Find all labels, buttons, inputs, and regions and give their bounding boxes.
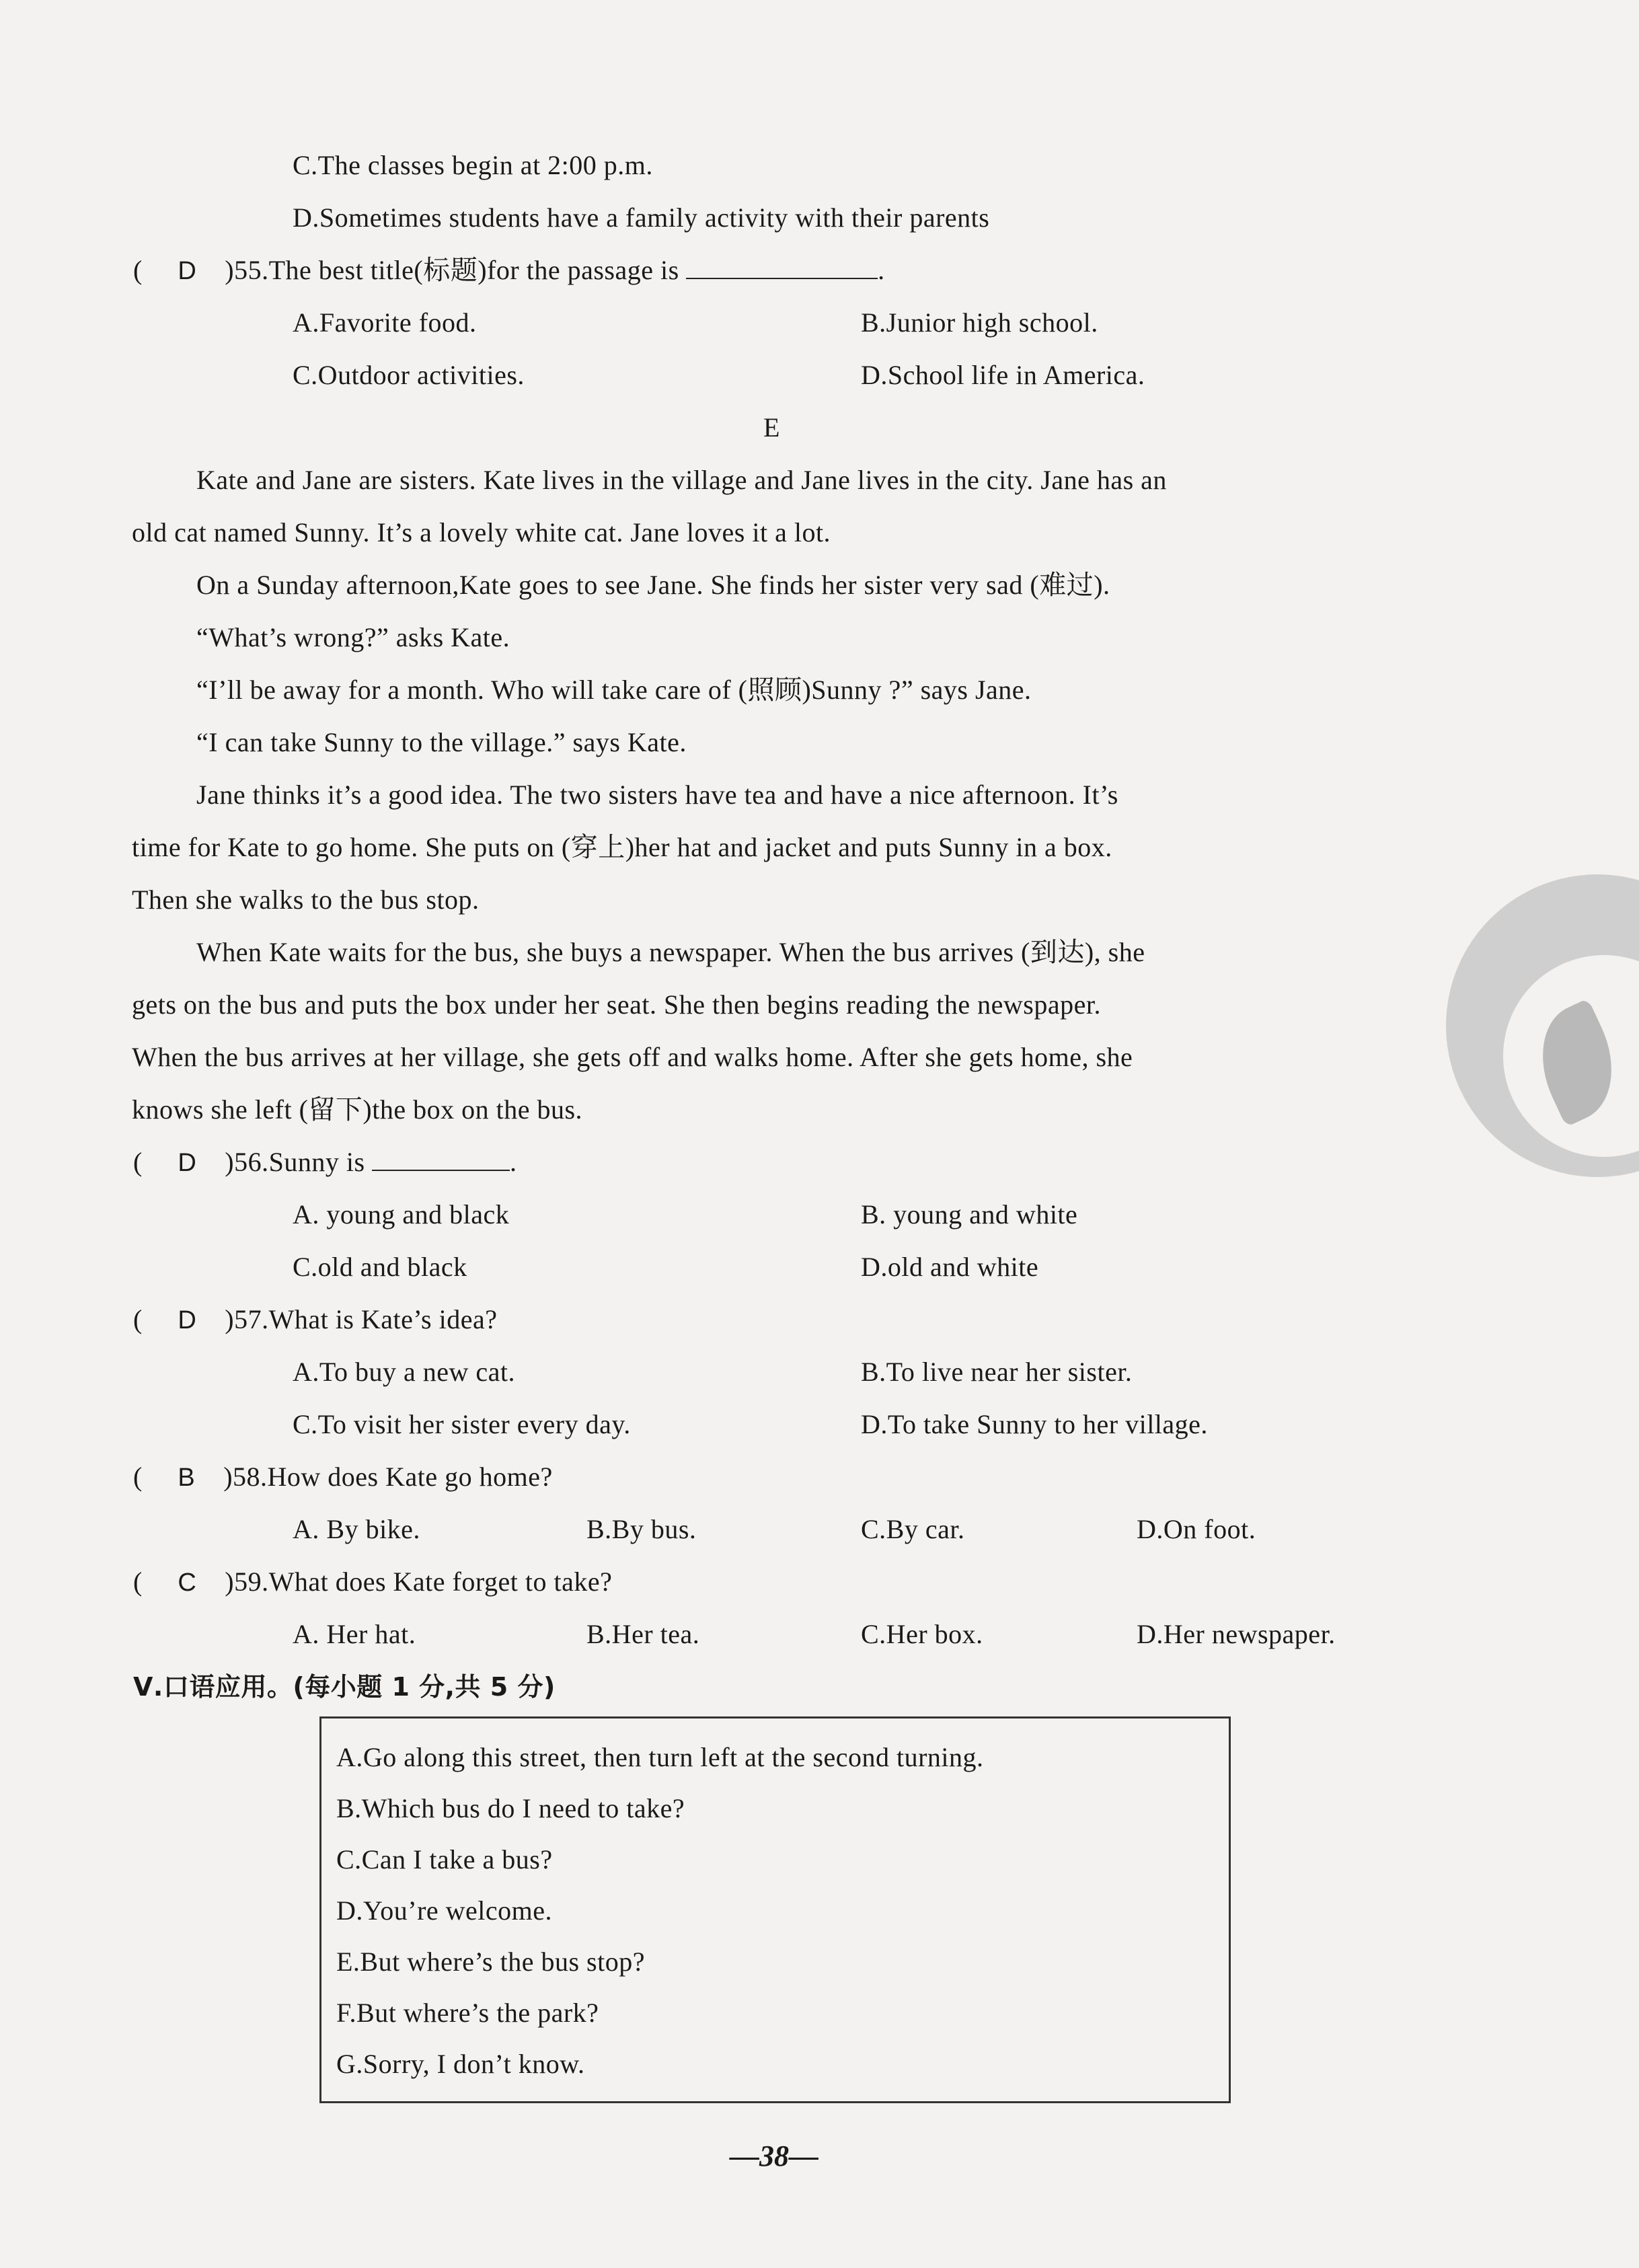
option-c: C.Outdoor activities. <box>293 360 525 390</box>
answer-blank[interactable] <box>686 255 878 279</box>
question-end: . <box>510 1147 517 1177</box>
option-d: D.old and white <box>861 1252 1039 1282</box>
passage-line: When Kate waits for the bus, she buys a newspaper. When the bus arrives (到达), she <box>196 937 1145 967</box>
paren-open: ( <box>133 1566 143 1597</box>
paren-open: ( <box>133 1462 143 1492</box>
question-text: )56.Sunny is <box>225 1147 365 1177</box>
question-55 <box>133 254 885 287</box>
dialogue-option: A.Go along this street, then turn left at the second turning. <box>336 1742 984 1772</box>
answer-mark: D <box>178 1149 197 1177</box>
option-b: B. young and white <box>861 1199 1078 1230</box>
section-heading: Ⅴ.口语应用。(每小题 1 分,共 5 分) <box>133 1672 556 1702</box>
question-57 <box>133 1303 497 1336</box>
paren-open: ( <box>133 1147 143 1177</box>
question-end: . <box>878 255 885 285</box>
option-d: D.School life in America. <box>861 360 1145 390</box>
question-text: )57.What is Kate’s idea? <box>225 1304 498 1334</box>
dialogue-option: C.Can I take a bus? <box>336 1844 553 1875</box>
passage-line: “What’s wrong?” asks Kate. <box>196 622 510 652</box>
passage-line: “I’ll be away for a month. Who will take care of (照顾)Sunny ?” says Jane. <box>196 675 1032 705</box>
option-b: B.Her tea. <box>586 1619 700 1649</box>
passage-line: knows she left (留下)the box on the bus. <box>132 1094 583 1125</box>
question-text: )59.What does Kate forget to take? <box>225 1566 613 1597</box>
dialogue-option: B.Which bus do I need to take? <box>336 1793 685 1823</box>
passage-line: time for Kate to go home. She puts on (穿上)her hat and jacket and puts Sunny in a box. <box>132 832 1112 862</box>
option-d: D.To take Sunny to her village. <box>861 1409 1208 1439</box>
passage-letter: E <box>763 412 780 443</box>
passage-line: Jane thinks it’s a good idea. The two sisters have tea and have a nice afternoon. It’s <box>196 780 1118 810</box>
option-a: A. Her hat. <box>293 1619 416 1649</box>
answer-mark: C <box>178 1568 197 1597</box>
option-a: A.Favorite food. <box>293 307 477 338</box>
question-text: )55.The best title(标题)for the passage is <box>225 255 679 285</box>
passage-line: gets on the bus and puts the box under her seat. She then begins reading the newspaper. <box>132 989 1101 1020</box>
passage-line: When the bus arrives at her village, she gets off and walks home. After she gets home, she <box>132 1042 1133 1072</box>
dialogue-options-box <box>319 1716 1231 2103</box>
option-c: C.By car. <box>861 1514 965 1544</box>
option-b: B.By bus. <box>586 1514 697 1544</box>
passage-line: Kate and Jane are sisters. Kate lives in the village and Jane lives in the city. Jane has an <box>196 465 1167 495</box>
dialogue-option: D.You’re welcome. <box>336 1895 553 1926</box>
option-b: B.To live near her sister. <box>861 1357 1133 1387</box>
option-c: C.To visit her sister every day. <box>293 1409 631 1439</box>
answer-mark: D <box>178 257 197 285</box>
question-58 <box>133 1461 553 1494</box>
option-a: A. young and black <box>293 1199 510 1230</box>
option-d: D.On foot. <box>1137 1514 1256 1544</box>
dialogue-option: E.But where’s the bus stop? <box>336 1946 645 1977</box>
passage-line: old cat named Sunny. It’s a lovely white cat. Jane loves it a lot. <box>132 517 831 547</box>
dialogue-option: F.But where’s the park? <box>336 1998 599 2028</box>
answer-mark: D <box>178 1306 197 1334</box>
passage-line: “I can take Sunny to the village.” says Kate. <box>196 727 687 757</box>
option-a: A.To buy a new cat. <box>293 1357 516 1387</box>
answer-mark: B <box>178 1464 196 1492</box>
option-line: D.Sometimes students have a family activity with their parents <box>293 202 990 233</box>
paren-open: ( <box>133 1304 143 1334</box>
page-number: —38— <box>730 2140 818 2172</box>
option-a: A. By bike. <box>293 1514 420 1544</box>
question-59 <box>133 1566 612 1599</box>
dialogue-option: G.Sorry, I don’t know. <box>336 2049 585 2079</box>
question-text: )58.How does Kate go home? <box>223 1462 553 1492</box>
passage-line: Then she walks to the bus stop. <box>132 884 480 915</box>
option-line: C.The classes begin at 2:00 p.m. <box>293 150 653 180</box>
option-c: C.old and black <box>293 1252 467 1282</box>
option-c: C.Her box. <box>861 1619 983 1649</box>
paren-open: ( <box>133 255 143 285</box>
option-b: B.Junior high school. <box>861 307 1098 338</box>
option-d: D.Her newspaper. <box>1137 1619 1336 1649</box>
passage-line: On a Sunday afternoon,Kate goes to see Jane. She finds her sister very sad (难过). <box>196 570 1110 600</box>
question-56 <box>133 1146 517 1179</box>
answer-blank[interactable] <box>372 1147 510 1171</box>
